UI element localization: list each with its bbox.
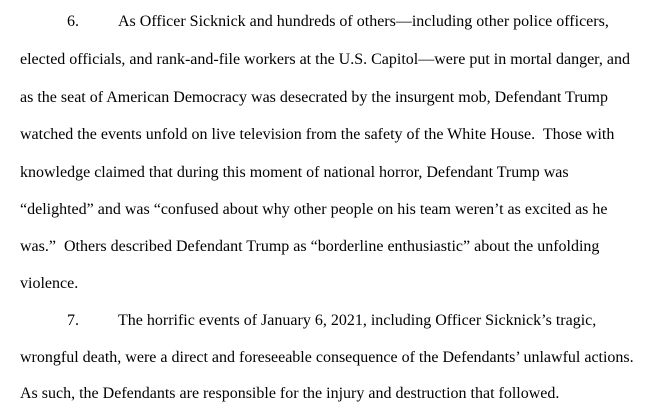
paragraph-number: 7. [67, 312, 79, 329]
paragraph-line: elected officials, and rank-and-file workers at the U.S. Capitol—were put in mortal danger, and [20, 51, 630, 68]
paragraph-line: was.” Others described Defendant Trump as “borderline enthusiastic” about the unfolding [20, 238, 600, 255]
paragraph-line: violence. [20, 275, 79, 292]
paragraph-line: knowledge claimed that during this moment of national horror, Defendant Trump was [20, 164, 569, 181]
paragraph-line: As such, the Defendants are responsible for the injury and destruction that followed. [20, 385, 560, 402]
paragraph-line: “delighted” and was “confused about why other people on his team weren’t as excited as he [20, 201, 608, 218]
paragraph-line: The horrific events of January 6, 2021, including Officer Sicknick’s tragic, [118, 312, 597, 329]
paragraph-line: as the seat of American Democracy was desecrated by the insurgent mob, Defendant Trump [20, 89, 608, 106]
paragraph-line: watched the events unfold on live television from the safety of the White House. Those with [20, 126, 615, 143]
paragraph-number: 6. [67, 13, 79, 30]
paragraph-line: As Officer Sicknick and hundreds of others—including other police officers, [118, 13, 609, 30]
paragraph-line: wrongful death, were a direct and foreseeable consequence of the Defendants’ unlawful actions. [20, 349, 634, 366]
